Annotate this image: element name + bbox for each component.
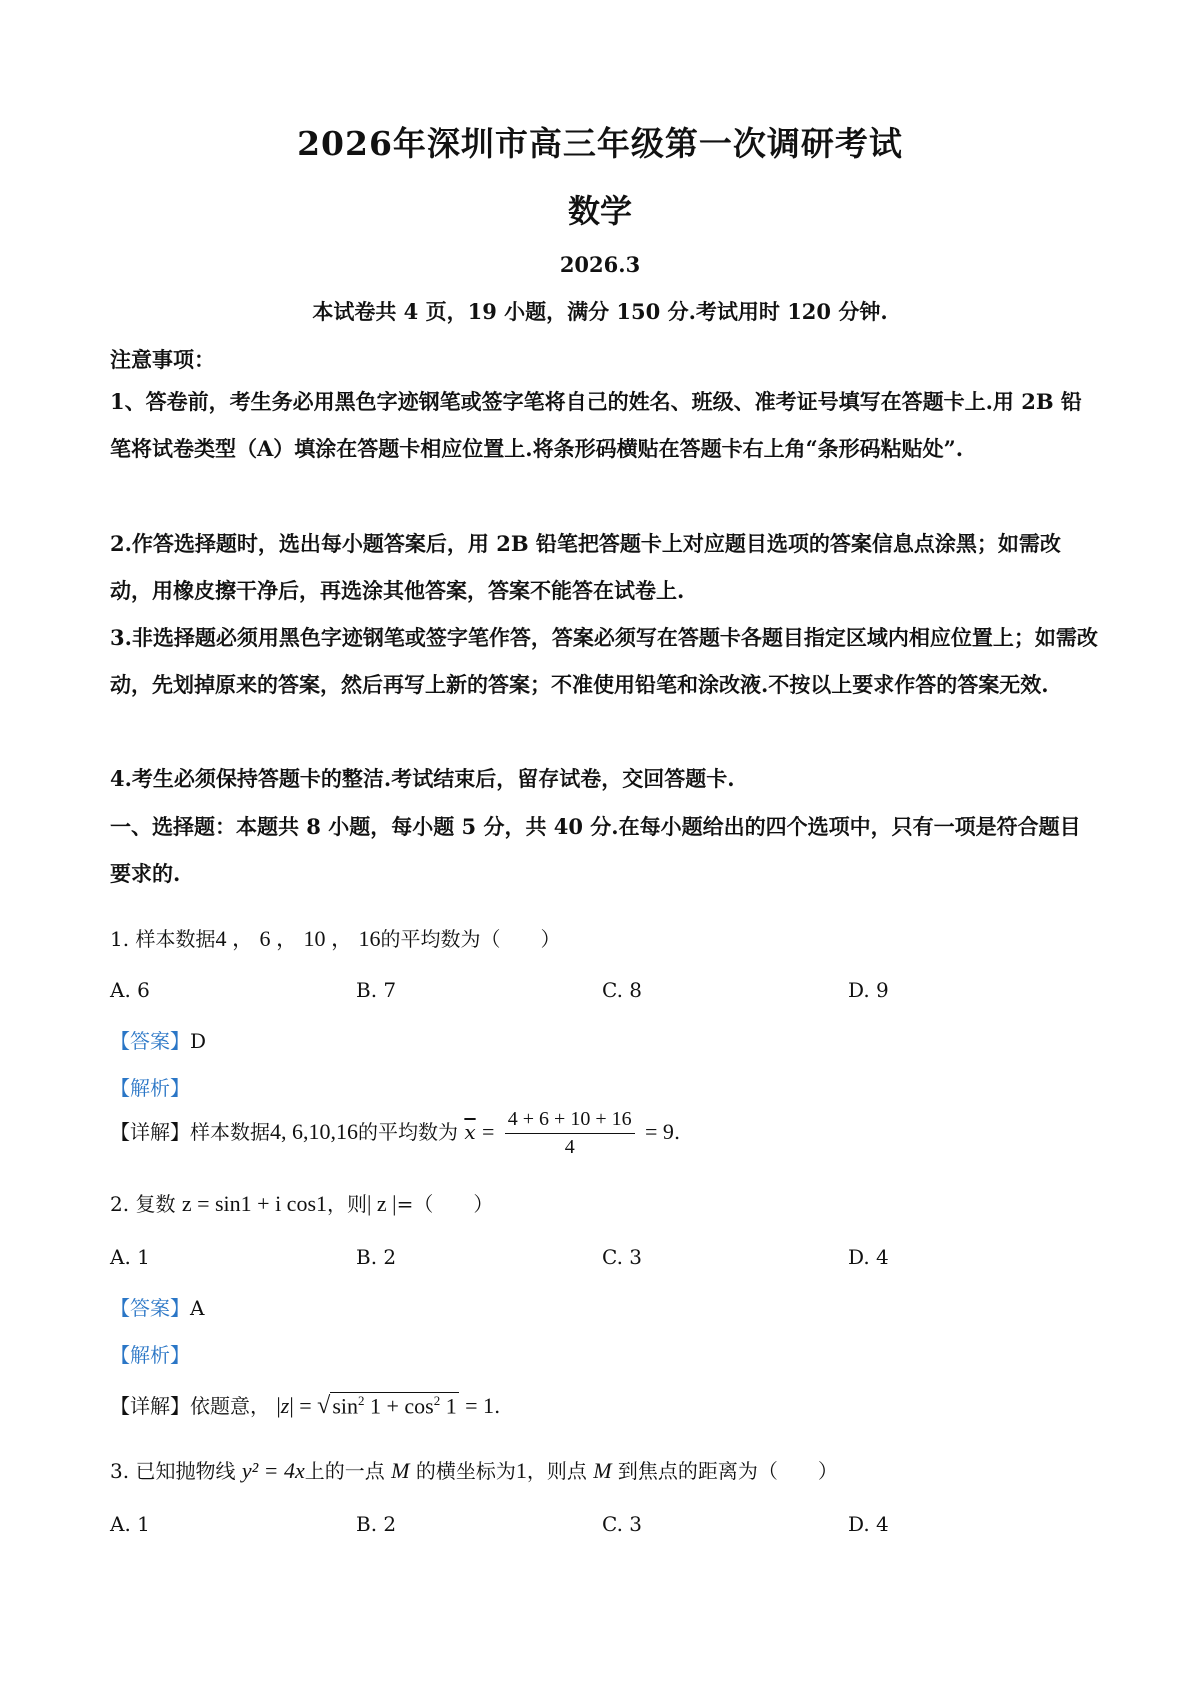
- q1-detail-mid: 的平均数为: [358, 1120, 458, 1144]
- q1-detail: 【详解】样本数据4, 6,10,16的平均数为 $\overline{x}$ = $\frac{4 + 6 + 10 + 16}{4}$ = 9.: [110, 1108, 681, 1158]
- q3-mid1: 上的一点: [304, 1459, 385, 1483]
- q2-abs: | z |: [367, 1191, 397, 1216]
- q1-fraction: [505, 1108, 635, 1159]
- notice-item-4: 4.考生必须保持答题卡的整洁.考试结束后，留存试卷，交回答题卡.: [110, 766, 735, 791]
- q1-prefix: 1. 样本数据: [110, 927, 216, 951]
- q2-option-d: D. 4: [848, 1245, 889, 1269]
- q2-sqrt: $\sin^2 1 + \cos^2 1$: [332, 1392, 457, 1418]
- q3-option-a: A. 1: [110, 1512, 150, 1536]
- q1-suffix: 的平均数为（ ）: [380, 927, 561, 951]
- q2-answer: [110, 1292, 204, 1321]
- q1-frac-denominator: 4: [564, 1136, 575, 1158]
- q1-option-a: A. 6: [110, 978, 150, 1002]
- answer-label: 【答案】: [110, 1296, 190, 1320]
- q3-point-m: M: [391, 1458, 410, 1483]
- q2-options: [110, 1245, 1100, 1273]
- notice-item-2: 2.作答选择题时，选出每小题答案后，用 2B 铅笔把答题卡上对应题目选项的答案信息点涂黑；如需改动，用橡皮擦干净后，再选涂其他答案，答案不能答在试卷上.: [110, 531, 1061, 603]
- question-2: [110, 1188, 493, 1217]
- q1-option-d: D. 9: [848, 978, 889, 1002]
- notice-heading: 注意事项：: [110, 347, 215, 372]
- q3-point-m-2: M: [593, 1458, 612, 1483]
- q1-option-c: C. 8: [602, 978, 643, 1002]
- q1-xbar: $\overline{x}$: [464, 1120, 476, 1144]
- q3-suffix: 到焦点的距离为（ ）: [617, 1459, 838, 1483]
- q1-analysis: [110, 1072, 190, 1101]
- q1-answer: [110, 1025, 206, 1054]
- analysis-label: 【解析】: [110, 1076, 190, 1100]
- exam-subject: 数学: [567, 192, 632, 230]
- q3-option-d: D. 4: [848, 1512, 889, 1536]
- q2-prefix: 2. 复数: [110, 1192, 176, 1216]
- q2-detail: 【详解】依题意， $|z| = √\sin^2$ $1 + \cos^2 1 = 1$.: [110, 1392, 501, 1419]
- exam-intro: 本试卷共 4 页，19 小题，满分 150 分.考试用时 120 分钟.: [312, 299, 888, 324]
- answer-label: 【答案】: [110, 1029, 190, 1053]
- q2-option-b: B. 2: [356, 1245, 397, 1269]
- q2-detail-text: 依题意，: [190, 1394, 270, 1418]
- analysis-label: 【解析】: [110, 1343, 190, 1367]
- q2-expr: z = sin1 + i cos1: [181, 1191, 328, 1216]
- q3-option-b: B. 2: [356, 1512, 397, 1536]
- q1-detail-text: 样本数据: [190, 1120, 270, 1144]
- q3-options: [110, 1512, 1100, 1540]
- q2-suffix: =（ ）: [396, 1192, 494, 1216]
- q3-mid3: ，则点: [526, 1459, 587, 1483]
- q1-options: [110, 978, 1100, 1006]
- question-3: [110, 1455, 838, 1484]
- question-1: [110, 922, 560, 953]
- detail-label: 【详解】: [110, 1394, 190, 1418]
- q1-detail-data: 4, 6,10,16: [270, 1119, 358, 1144]
- q1-answer-value: D: [190, 1029, 207, 1053]
- q2-mid: ，则: [327, 1192, 368, 1216]
- q3-expr: y² = 4x: [241, 1458, 305, 1483]
- q2-answer-value: A: [190, 1296, 205, 1320]
- notice-item-1: 1、答卷前，考生务必用黑色字迹钢笔或签字笔将自己的姓名、班级、准考证号填写在答题卡上.用 2B 铅笔将试卷类型（A）填涂在答题卡相应位置上.将条形码横贴在答题卡右上角“条形码粘贴处”.: [110, 389, 1082, 461]
- detail-label: 【详解】: [110, 1120, 190, 1144]
- q3-option-c: C. 3: [602, 1512, 643, 1536]
- q1-data: 4 ， 6 ， 10 ， 16: [215, 926, 381, 951]
- q2-option-a: A. 1: [110, 1245, 150, 1269]
- q3-mid2: 的横坐标为: [415, 1459, 516, 1483]
- q2-option-c: C. 3: [602, 1245, 643, 1269]
- q1-option-b: B. 7: [356, 978, 397, 1002]
- q2-result: = 1: [465, 1393, 495, 1418]
- notice-item-3: 3.非选择题必须用黑色字迹钢笔或签字笔作答，答案必须写在答题卡各题目指定区域内相应位置上；如需改动，先划掉原来的答案，然后再写上新的答案；不准使用铅笔和涂改液.不按以上要求作答的答案无效.: [110, 625, 1098, 697]
- q1-result: = 9: [644, 1119, 674, 1144]
- section-1-heading: 一、选择题：本题共 8 小题，每小题 5 分，共 40 分.在每小题给出的四个选项中，只有一项是符合题目要求的.: [110, 814, 1081, 886]
- q2-analysis: [110, 1339, 190, 1368]
- exam-title: 2026年深圳市高三年级第一次调研考试: [297, 124, 903, 163]
- exam-date: 2026.3: [559, 252, 641, 277]
- q3-prefix: 3. 已知抛物线: [110, 1459, 236, 1483]
- q3-one: 1: [515, 1458, 527, 1483]
- q1-frac-numerator: 4 + 6 + 10 + 16: [505, 1108, 635, 1134]
